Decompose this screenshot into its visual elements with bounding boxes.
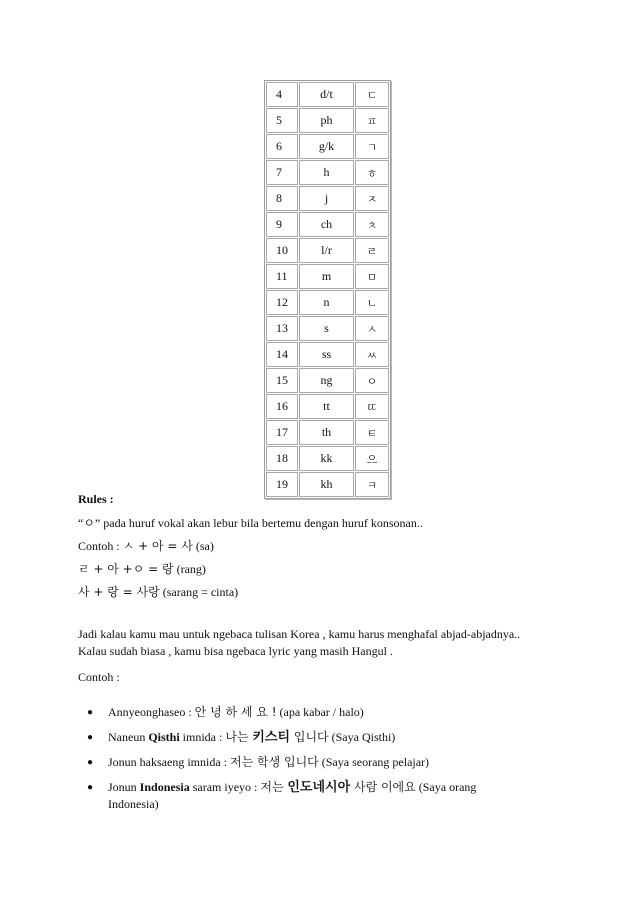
cell-number: 16 — [266, 394, 298, 419]
table-row — [266, 212, 389, 237]
rule-text: (rang) — [173, 562, 206, 576]
cell-number: 8 — [266, 186, 298, 211]
example-translation: (apa kabar / halo) — [276, 705, 364, 719]
bullet-icon: ● — [87, 757, 94, 768]
list-item — [78, 754, 548, 771]
example-hangul: 안 녕 하 세 요 ! — [194, 705, 277, 719]
cell-number: 12 — [266, 290, 298, 315]
cell-romanization: g/k — [299, 134, 354, 159]
table-row — [266, 316, 389, 341]
rule-line-4 — [78, 581, 578, 604]
table-row — [266, 82, 389, 107]
cell-number: 5 — [266, 108, 298, 133]
cell-hangul: ㅈ — [355, 186, 389, 211]
cell-number: 7 — [266, 160, 298, 185]
consonant-table-container — [264, 80, 391, 499]
cell-hangul: ㅊ — [355, 212, 389, 237]
rule-ko: ㅅ + 아 = 사 — [122, 539, 193, 553]
cell-hangul: ㄷ — [355, 82, 389, 107]
cell-number: 6 — [266, 134, 298, 159]
example-translation: (Saya Qisthi) — [328, 730, 396, 744]
rule-ko: ㄹ + 아 +ㅇ = 랑 — [78, 562, 174, 576]
example-translation: (Saya orang — [415, 780, 477, 794]
example-romanization-rest: imnida : — [179, 730, 226, 744]
cell-romanization: ng — [299, 368, 354, 393]
paragraph-line-1: Jadi kalau kamu mau untuk ngebaca tulisan Korea , kamu harus menghafal abjad-abjadnya.. — [78, 627, 521, 641]
cell-number: 19 — [266, 472, 298, 497]
table-row — [266, 446, 389, 471]
example-list — [78, 704, 548, 821]
example-hangul-bold: 키스티 — [252, 730, 291, 745]
example-romanization: Annyeonghaseo : — [108, 705, 195, 719]
paragraph-line-2: Kalau sudah biasa , kamu bisa ngebaca lyric yang masih Hangul . — [78, 644, 393, 658]
rules-section — [78, 490, 578, 604]
cell-hangul: ㅅ — [355, 316, 389, 341]
cell-number: 14 — [266, 342, 298, 367]
cell-romanization: d/t — [299, 82, 354, 107]
cell-hangul: ㄸ — [355, 394, 389, 419]
cell-romanization: ph — [299, 108, 354, 133]
example-romanization: Jonun haksaeng imnida : — [108, 755, 230, 769]
rule-text: (sarang = cinta) — [159, 585, 239, 599]
rule-text: (sa) — [192, 539, 214, 553]
cell-number: 17 — [266, 420, 298, 445]
list-item — [78, 704, 548, 721]
example-translation-cont: Indonesia) — [108, 797, 159, 811]
cell-hangul: ㅆ — [355, 342, 389, 367]
cell-number: 15 — [266, 368, 298, 393]
cell-romanization: kh — [299, 472, 354, 497]
cell-hangul: ㄴ — [355, 290, 389, 315]
table-row — [266, 368, 389, 393]
table-row — [266, 134, 389, 159]
cell-number: 9 — [266, 212, 298, 237]
table-row — [266, 394, 389, 419]
example-hangul: 저는 — [260, 780, 288, 794]
rule-line-1 — [78, 512, 578, 535]
cell-romanization: tt — [299, 394, 354, 419]
consonant-table — [264, 80, 391, 499]
cell-hangul: ㅁ — [355, 264, 389, 289]
cell-number: 13 — [266, 316, 298, 341]
cell-hangul: 으 — [355, 446, 389, 471]
cell-romanization: m — [299, 264, 354, 289]
rule-label: Contoh : — [78, 539, 123, 553]
rule-text: ” pada huruf vokal akan lebur bila bertemu dengan huruf konsonan.. — [94, 516, 423, 530]
cell-hangul: ㄹ — [355, 238, 389, 263]
table-row — [266, 342, 389, 367]
example-heading: Contoh : — [78, 670, 120, 684]
cell-romanization: ss — [299, 342, 354, 367]
rule-ko: ㅇ — [83, 516, 95, 530]
cell-romanization: n — [299, 290, 354, 315]
cell-romanization: th — [299, 420, 354, 445]
bullet-icon: ● — [87, 782, 94, 793]
table-row — [266, 160, 389, 185]
cell-number: 4 — [266, 82, 298, 107]
cell-hangul: ㅋ — [355, 472, 389, 497]
cell-hangul: ㅎ — [355, 160, 389, 185]
example-hangul-rest: 사람 이에요 — [350, 780, 416, 794]
cell-number: 11 — [266, 264, 298, 289]
example-romanization: Jonun — [108, 780, 140, 794]
cell-romanization: h — [299, 160, 354, 185]
rule-ko: 사 + 랑 = 사랑 — [78, 585, 160, 599]
example-translation: (Saya seorang pelajar) — [318, 755, 430, 769]
example-romanization: Naneun — [108, 730, 149, 744]
cell-romanization: s — [299, 316, 354, 341]
cell-hangul: ㅌ — [355, 420, 389, 445]
rule-line-2 — [78, 535, 578, 558]
rule-open-quote: “ — [78, 516, 84, 530]
example-hangul-rest: 입니다 — [290, 730, 329, 744]
rule-line-3 — [78, 558, 578, 581]
table-row — [266, 186, 389, 211]
cell-romanization: j — [299, 186, 354, 211]
table-row — [266, 290, 389, 315]
bullet-icon: ● — [87, 732, 94, 743]
cell-romanization: ch — [299, 212, 354, 237]
list-item — [78, 729, 548, 746]
cell-hangul: ㅇ — [355, 368, 389, 393]
cell-hangul: ㅍ — [355, 108, 389, 133]
cell-number: 18 — [266, 446, 298, 471]
table-row — [266, 108, 389, 133]
cell-number: 10 — [266, 238, 298, 263]
table-row — [266, 420, 389, 445]
example-hangul-bold: 인도네시아 — [287, 780, 351, 795]
example-bold-name: Indonesia — [139, 780, 190, 794]
cell-romanization: l/r — [299, 238, 354, 263]
example-bold-name: Qisthi — [148, 730, 180, 744]
example-hangul: 저는 학생 입니다 — [229, 755, 319, 769]
example-romanization-rest: saram iyeyo : — [189, 780, 261, 794]
rules-title: Rules : — [78, 492, 114, 506]
table-row — [266, 264, 389, 289]
list-item — [78, 779, 548, 813]
cell-hangul: ㄱ — [355, 134, 389, 159]
explanation-paragraph — [78, 626, 588, 660]
example-hangul: 나는 — [225, 730, 253, 744]
bullet-icon: ● — [87, 707, 94, 718]
cell-romanization: kk — [299, 446, 354, 471]
table-row — [266, 238, 389, 263]
